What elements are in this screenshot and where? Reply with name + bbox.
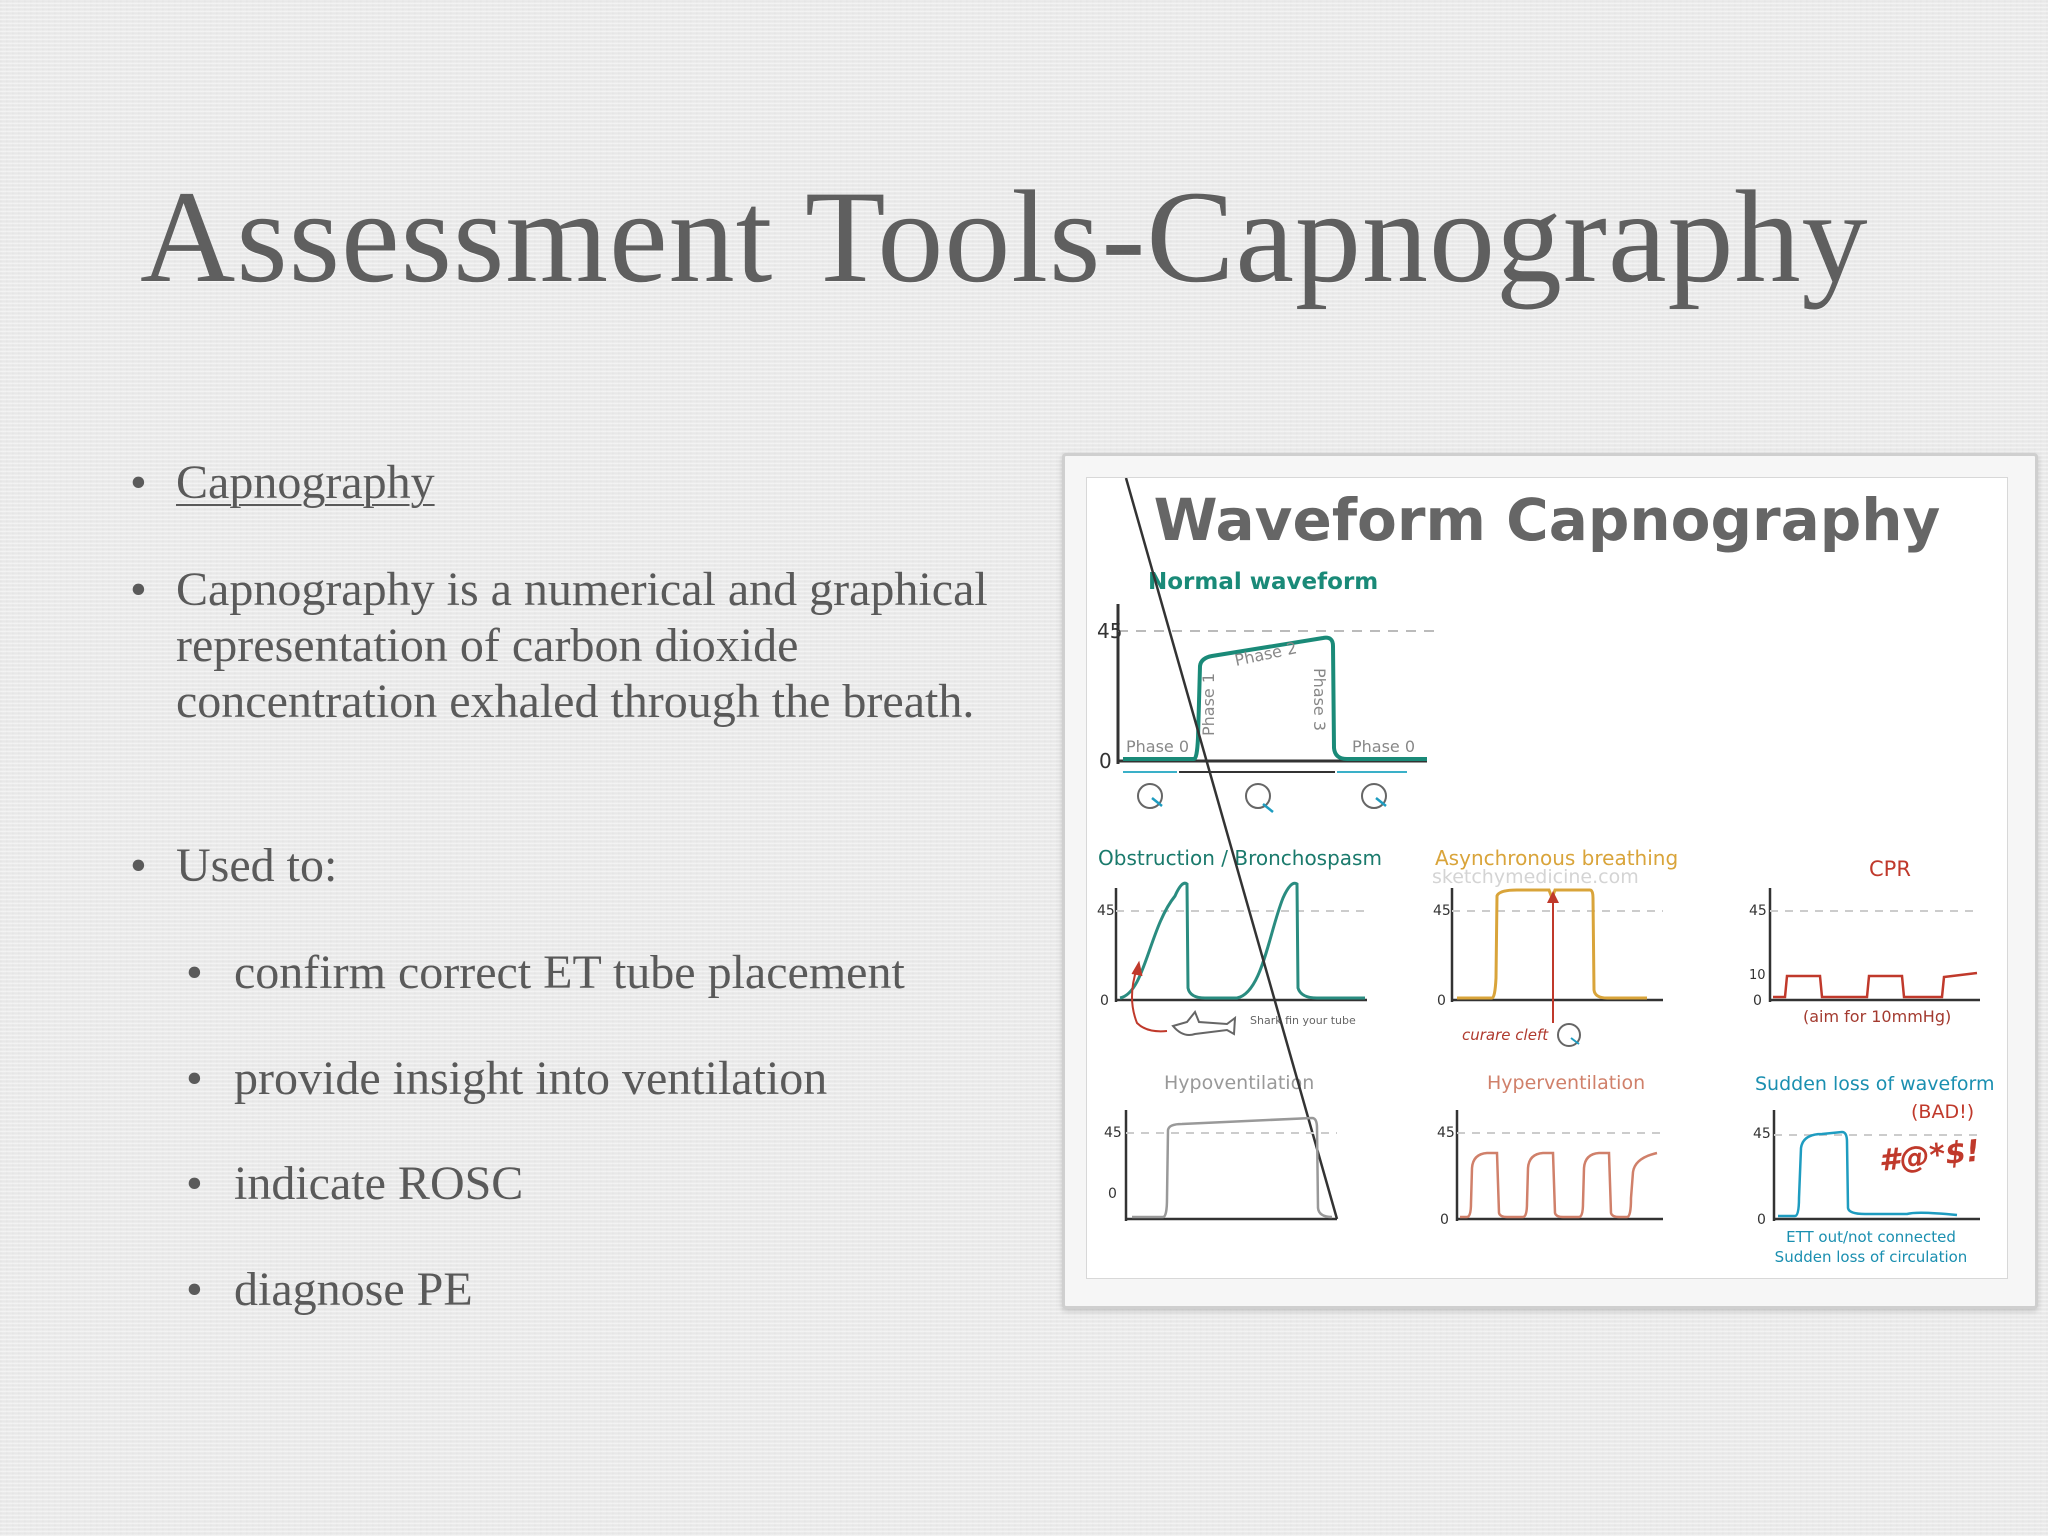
phase3-label: Phase 3	[1310, 668, 1329, 732]
hyperventilation-chart	[1437, 1110, 1663, 1228]
breath-head-icons	[1138, 784, 1386, 808]
y-label-45: 45	[1437, 1125, 1455, 1141]
asynchronous-chart	[1433, 888, 1663, 1046]
hypoventilation-title: Hypoventilation	[1164, 1072, 1315, 1094]
capnography-figure	[1086, 477, 2008, 1279]
bullet-text: indicate ROSC	[234, 1157, 524, 1210]
phase0-left-label: Phase 0	[1126, 737, 1190, 756]
arrowhead-icon	[1132, 962, 1142, 976]
shark-note: Shark fin your tube	[1250, 1014, 1356, 1027]
exclamation-text: #@*$!	[1877, 1133, 1982, 1179]
sub-bullet-item	[130, 945, 1130, 1001]
asynchronous-title: Asynchronous breathing	[1435, 846, 1679, 870]
obstruction-title: Obstruction / Bronchospasm	[1098, 846, 1382, 870]
sub-bullet-item	[130, 1262, 1130, 1318]
shark-fin-waveform	[1120, 883, 1365, 998]
bullet-text: Used to:	[176, 839, 338, 892]
cpr-title: CPR	[1869, 857, 1911, 881]
sudden-loss-note-1: ETT out/not connected	[1786, 1228, 1956, 1246]
normal-waveform-title: Normal waveform	[1148, 569, 1379, 595]
watermark: sketchymedicine.com	[1432, 866, 1639, 888]
normal-waveform-chart	[1097, 604, 1437, 812]
bullet-dot: •	[130, 456, 147, 509]
y-label-0: 0	[1753, 993, 1762, 1009]
capnography-figure-svg	[1087, 478, 2007, 1278]
y-label-0: 0	[1437, 993, 1446, 1009]
sub-bullet-item	[130, 1156, 1130, 1212]
phase2-label: Phase 2	[1232, 638, 1299, 670]
capnography-link[interactable]: Capnography	[176, 456, 435, 509]
slide-title: Assessment Tools-Capnography	[140, 163, 1869, 310]
cpr-note: (aim for 10mmHg)	[1803, 1007, 1952, 1026]
sudden-loss-note-2: Sudden loss of circulation	[1774, 1248, 1968, 1266]
sub-bullet-item	[130, 1051, 1130, 1107]
exhale-arrow-icon	[1263, 804, 1273, 812]
cpr-waveform	[1773, 973, 1977, 997]
bullet-text: Capnography is a numerical and graphical representation of carbon dioxide concentration exhaled through the breath.	[176, 563, 988, 728]
y-label-0: 0	[1099, 749, 1112, 773]
phase0-right-label: Phase 0	[1352, 737, 1416, 756]
y-label-45: 45	[1433, 903, 1451, 919]
bullet-dot: •	[186, 1052, 203, 1105]
y-label-0: 0	[1757, 1212, 1766, 1228]
y-label-45: 45	[1749, 903, 1767, 919]
shark-icon	[1173, 1012, 1235, 1035]
sudden-loss-title: Sudden loss of waveform	[1755, 1073, 1995, 1095]
bullet-text: confirm correct ET tube placement	[234, 946, 905, 999]
bullet-item	[130, 562, 1010, 730]
y-label-0: 0	[1440, 1212, 1449, 1228]
hyperventilation-waveform	[1460, 1153, 1657, 1217]
y-label-45: 45	[1104, 1125, 1122, 1141]
curare-cleft-note: curare cleft	[1462, 1026, 1549, 1044]
sudden-loss-badge: (BAD!)	[1911, 1101, 1975, 1123]
bullet-dot: •	[186, 1157, 203, 1210]
obstruction-chart	[1097, 883, 1367, 1035]
y-label-0: 0	[1108, 1186, 1117, 1202]
cpr-chart	[1749, 888, 1980, 1026]
y-label-0: 0	[1100, 993, 1109, 1009]
y-label-45: 45	[1097, 619, 1123, 643]
bullet-dot: •	[186, 946, 203, 999]
phase1-label: Phase 1	[1199, 672, 1218, 736]
bullet-dot: •	[130, 563, 147, 616]
bullet-text: provide insight into ventilation	[234, 1052, 828, 1105]
figure-title: Waveform Capnography	[1153, 486, 1941, 554]
y-label-45: 45	[1753, 1126, 1771, 1142]
bullet-item	[130, 838, 337, 894]
y-label-45: 45	[1097, 903, 1115, 919]
bullet-item[interactable]	[130, 455, 435, 511]
sudden-loss-chart	[1753, 1110, 1980, 1266]
y-label-10: 10	[1749, 968, 1766, 983]
bullet-dot: •	[186, 1263, 203, 1316]
bullet-dot: •	[130, 839, 147, 892]
head-icon	[1246, 784, 1270, 808]
hyperventilation-title: Hyperventilation	[1487, 1072, 1646, 1094]
bullet-text: diagnose PE	[234, 1263, 473, 1316]
